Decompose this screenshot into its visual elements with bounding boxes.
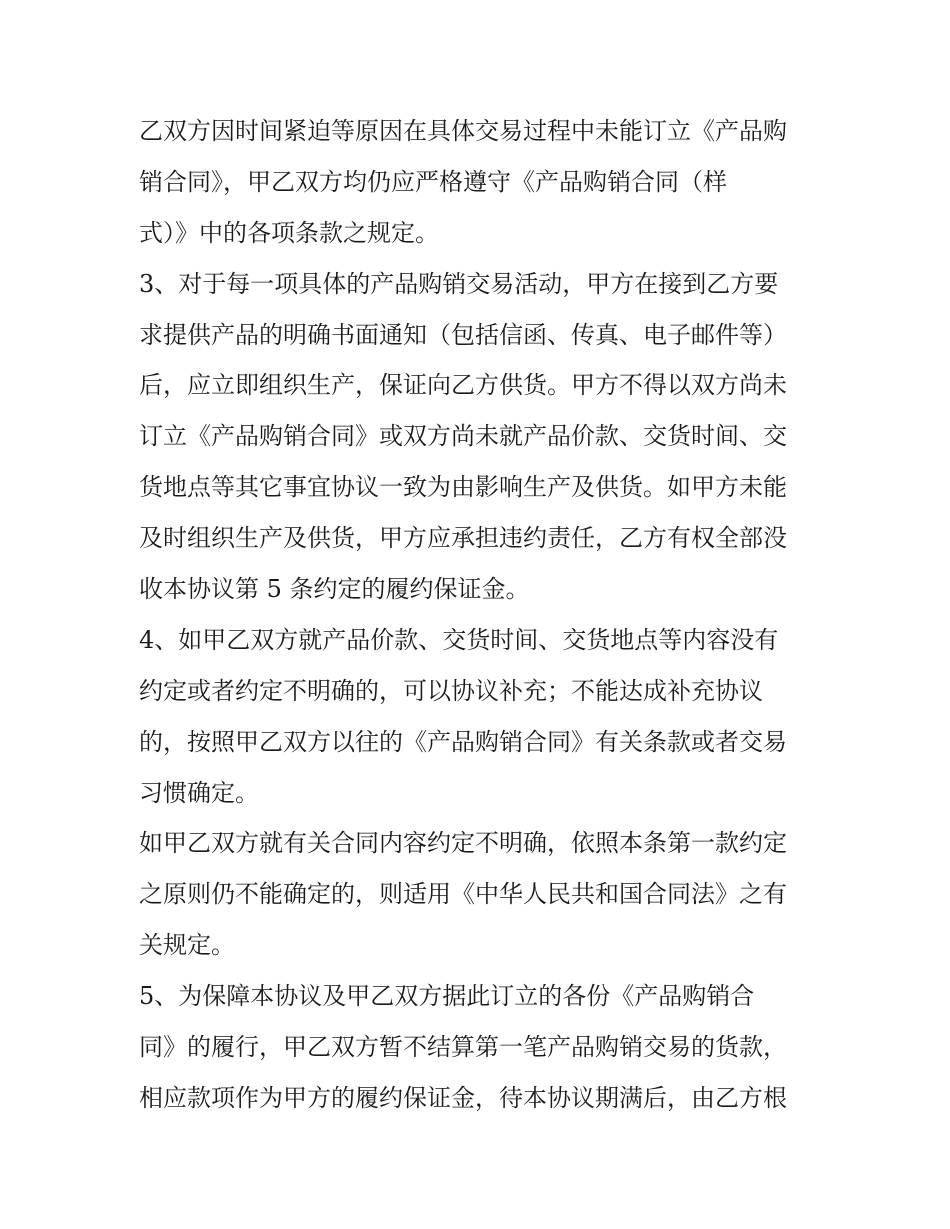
text-line: 3、对于每一项具体的产品购销交易活动，甲方在接到乙方要 [139, 269, 779, 298]
text-line: 后，应立即组织生产，保证向乙方供货。甲方不得以双方尚未 [139, 371, 787, 400]
text-line: 之原则仍不能确定的，则适用《中华人民共和国合同法》之有 [139, 880, 787, 909]
text-line: 订立《产品购销合同》或双方尚未就产品价款、交货时间、交 [139, 422, 787, 451]
text-line: 关规定。 [139, 931, 235, 960]
text-line: 乙双方因时间紧迫等原因在具体交易过程中未能订立《产品购 [139, 117, 787, 145]
text-line: 收本协议第 5 条约定的履约保证金。 [139, 575, 530, 604]
text-line: 求提供产品的明确书面通知（包括信函、传真、电子邮件等） [139, 320, 787, 349]
text-line: 同》的履行，甲乙双方暂不结算第一笔产品购销交易的货款， [139, 1033, 787, 1062]
text-line: 的，按照甲乙双方以往的《产品购销合同》有关条款或者交易 [139, 727, 787, 756]
text-line: 习惯确定。 [139, 778, 259, 807]
text-line: 货地点等其它事宜协议一致为由影响生产及供货。如甲方未能 [139, 473, 787, 502]
text-line: 及时组织生产及供货，甲方应承担违约责任，乙方有权全部没 [139, 524, 787, 553]
text-line: 5、为保障本协议及甲乙双方据此订立的各份《产品购销合 [139, 982, 755, 1011]
text-line: 如甲乙双方就有关合同内容约定不明确，依照本条第一款约定 [139, 829, 787, 858]
text-line: 约定或者约定不明确的，可以协议补充；不能达成补充协议 [139, 676, 763, 705]
text-line: 式）》中的各项条款之规定。 [139, 218, 439, 247]
text-line: 销合同》，甲乙双方均仍应严格遵守《产品购销合同（样 [139, 167, 727, 196]
text-line: 相应款项作为甲方的履约保证金，待本协议期满后，由乙方根 [139, 1083, 787, 1112]
document-body [139, 106, 819, 1124]
text-line: 4、如甲乙双方就产品价款、交货时间、交货地点等内容没有 [139, 625, 779, 654]
